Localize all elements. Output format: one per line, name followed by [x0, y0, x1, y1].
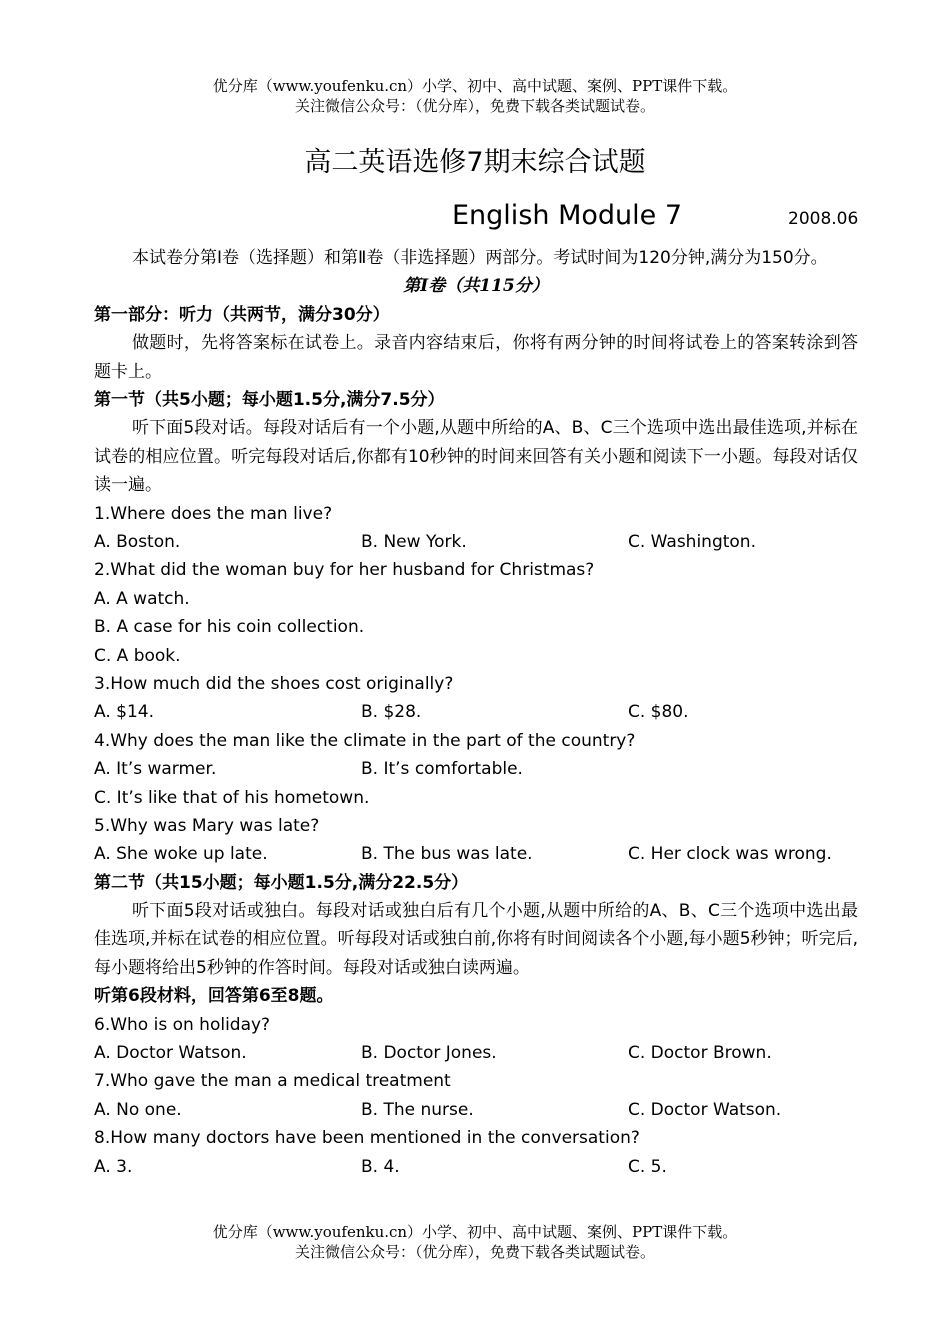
question-6: 6.Who is on holiday?	[94, 1014, 271, 1035]
exam-title: 高二英语选修7期末综合试题	[304, 147, 646, 178]
option-a: A. $14.	[94, 702, 154, 723]
option-b: B. $28.	[361, 702, 422, 723]
section1-instruction: 听下面5段对话。每段对话后有一个小题,从题中所给的A、B、C三个选项中选出最佳选项,并标在试卷的相应位置。听完每段对话后,你都有10秒钟的时间来回答有关小题和阅读下一小题。每段对话仅读一遍。	[94, 418, 858, 496]
option-c: C. A book.	[94, 645, 181, 666]
option-c: C. Washington.	[628, 532, 756, 552]
question-7: 7.Who gave the man a medical treatment	[94, 1071, 451, 1092]
option-c: C. Doctor Watson.	[628, 1099, 782, 1120]
question-3: 3.How much did the shoes cost originally?	[94, 673, 454, 694]
option-b: B. 4.	[361, 1156, 400, 1177]
option-a: A. Boston.	[94, 532, 181, 552]
exam-date: 2008.06	[788, 209, 859, 229]
question-7-options	[94, 1096, 858, 1124]
option-b: B. Doctor Jones.	[361, 1043, 497, 1064]
question-4-options	[94, 755, 858, 783]
question-2: 2.What did the woman buy for her husband for Christmas?	[94, 560, 595, 581]
option-c: C. It’s like that of his hometown.	[94, 787, 370, 808]
question-8: 8.How many doctors have been mentioned in the conversation?	[94, 1128, 640, 1149]
option-c: C. $80.	[628, 702, 689, 723]
question-4: 4.Why does the man like the climate in the part of the country?	[94, 730, 636, 751]
exam-subtitle: English Module 7	[452, 200, 683, 231]
footer-line-2: 关注微信公众号：（优分库），免费下载各类试题试卷。	[294, 1243, 655, 1261]
option-a: A. It’s warmer.	[94, 759, 217, 780]
section2-instruction: 听下面5段对话或独白。每段对话或独白后有几个小题,从题中所给的A、B、C三个选项中选出最佳选项,并标在试卷的相应位置。听每段对话或独白前,你将有时间阅读各个小题,每小题5秒钟；听完后,每小题将给出5秒钟的作答时间。每段对话或独白读两遍。	[94, 901, 858, 978]
option-a: A. She woke up late.	[94, 844, 268, 865]
material-6-heading: 听第6段材料，回答第6至8题。	[94, 986, 334, 1007]
question-8-options	[94, 1153, 858, 1181]
volume-heading: 第Ⅰ卷（共115分）	[403, 276, 549, 297]
option-a: A. No one.	[94, 1099, 182, 1120]
option-b: B. The bus was late.	[361, 844, 533, 865]
header-line-1: 优分库（www.youfenku.cn）小学、初中、高中试题、案例、PPT课件下载。	[212, 77, 738, 95]
option-c: C. 5.	[628, 1156, 667, 1177]
section1-heading: 第一节（共5小题；每小题1.5分,满分7.5分）	[94, 390, 445, 410]
footer-line-1: 优分库（www.youfenku.cn）小学、初中、高中试题、案例、PPT课件下载。	[212, 1223, 738, 1241]
option-b: B. It’s comfortable.	[361, 759, 523, 780]
part1-instruction: 做题时，先将答案标在试卷上。录音内容结束后，你将有两分钟的时间将试卷上的答案转涂到答题卡上。	[94, 333, 858, 382]
page-header	[0, 76, 950, 116]
intro-paragraph: 本试卷分第Ⅰ卷（选择题）和第Ⅱ卷（非选择题）两部分。考试时间为120分钟,满分为150分。	[132, 248, 828, 268]
option-b: B. The nurse.	[361, 1099, 474, 1120]
question-1: 1.Where does the man live?	[94, 503, 333, 524]
question-5: 5.Why was Mary was late?	[94, 815, 320, 836]
option-a: A. Doctor Watson.	[94, 1043, 247, 1064]
page-footer	[0, 1222, 950, 1262]
option-a: A. A watch.	[94, 588, 190, 609]
question-1-options	[94, 528, 858, 556]
option-b: B. New York.	[361, 532, 467, 552]
option-c: C. Her clock was wrong.	[628, 844, 832, 865]
section2-heading: 第二节（共15小题；每小题1.5分,满分22.5分）	[94, 872, 469, 893]
option-c: C. Doctor Brown.	[628, 1043, 772, 1064]
exam-content	[94, 244, 858, 1181]
question-3-options	[94, 698, 858, 726]
option-b: B. A case for his coin collection.	[94, 617, 365, 638]
header-line-2: 关注微信公众号：（优分库），免费下载各类试题试卷。	[294, 97, 655, 115]
question-5-options	[94, 840, 858, 868]
question-6-options	[94, 1039, 858, 1067]
part1-heading: 第一部分：听力（共两节，满分30分）	[94, 304, 390, 325]
option-a: A. 3.	[94, 1156, 133, 1177]
